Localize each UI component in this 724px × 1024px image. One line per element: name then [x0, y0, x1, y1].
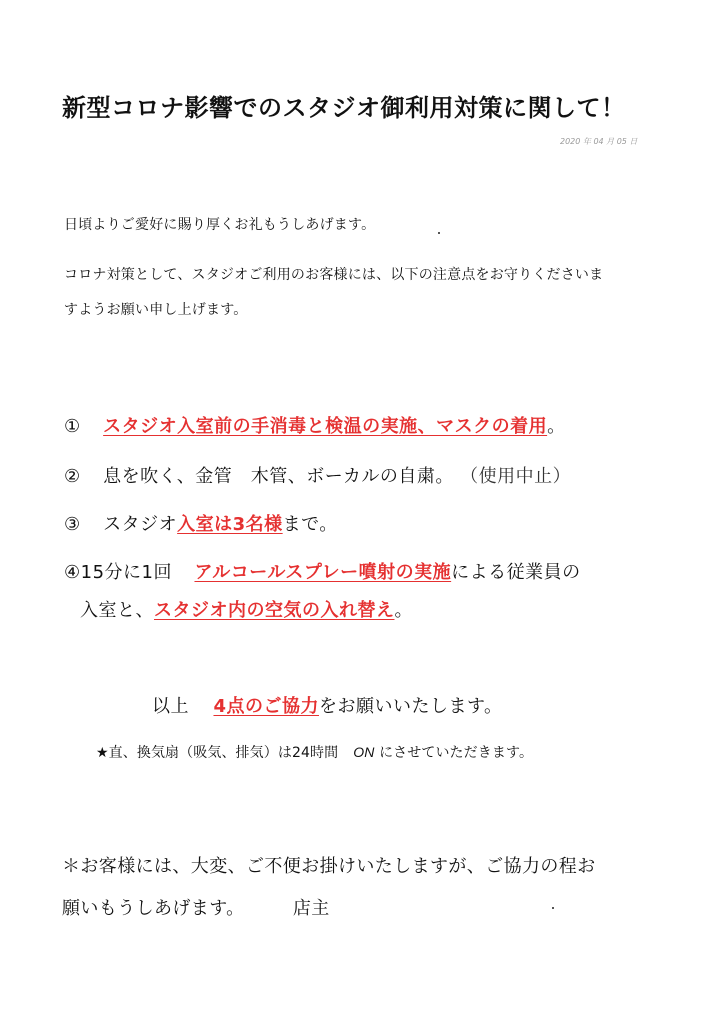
footer-line-1: ＊お客様には、大変、ご不便お掛けいたしますが、ご協力の程お — [62, 856, 596, 877]
item-number: ① — [64, 416, 81, 437]
date-label: 2020 年 04 月 05 日 — [560, 137, 638, 146]
item-text: 15分に1回 — [80, 562, 172, 583]
item-tail: 。 — [394, 600, 413, 621]
item-number: ④ — [64, 562, 81, 583]
scan-speck — [438, 232, 440, 234]
item-text: スタジオ — [103, 514, 178, 535]
summary-line — [152, 692, 503, 718]
note-on: ON — [353, 744, 375, 760]
item-highlight: 入室は3名様 — [177, 514, 283, 535]
list-item-2 — [64, 462, 571, 488]
footer-line-2 — [62, 894, 330, 920]
item-tail: まで。 — [282, 514, 338, 535]
summary-suffix: をお願いいたします。 — [319, 696, 503, 717]
list-item-4 — [64, 558, 581, 584]
signature: 店主 — [292, 898, 330, 919]
item-highlight: スタジオ入室前の手消毒と検温の実施、マスクの着用 — [103, 416, 548, 437]
item-number: ③ — [64, 514, 81, 535]
note-text-after: にさせていただきます。 — [379, 745, 534, 761]
item-text: 息を吹く、金管 木管、ボーカルの自粛。 — [103, 466, 454, 487]
scan-speck — [552, 907, 554, 909]
list-item-1 — [64, 412, 566, 438]
page-title: 新型コロナ影響でのスタジオ御利用対策に関して！ — [62, 94, 626, 122]
note-text: ★直、換気扇（吸気、排気）は24時間 — [96, 745, 339, 761]
item-paren: （使用中止） — [460, 466, 572, 487]
intro-line-2: すようお願い申し上げます。 — [64, 302, 248, 318]
summary-highlight: 4点のご協力 — [213, 696, 319, 717]
item-highlight: スタジオ内の空気の入れ替え — [154, 600, 395, 621]
footer-text: 願いもうしあげます。 — [62, 898, 245, 919]
intro-line-1: コロナ対策として、スタジオご利用のお客様には、以下の注意点をお守りくださいま — [64, 267, 604, 283]
list-item-4-continued — [80, 596, 413, 622]
summary-prefix: 以上 — [152, 696, 189, 717]
greeting-text: 日頃よりご愛好に賜り厚くお礼もうしあげます。 — [64, 217, 376, 233]
ventilation-note — [96, 742, 533, 762]
item-text-middle: による従業員の — [451, 562, 581, 583]
item-highlight: アルコールスプレー噴射の実施 — [194, 562, 452, 583]
item-tail: 。 — [547, 416, 566, 437]
item-number: ② — [64, 466, 81, 487]
item-text: 入室と、 — [80, 600, 154, 621]
list-item-3 — [64, 510, 338, 536]
